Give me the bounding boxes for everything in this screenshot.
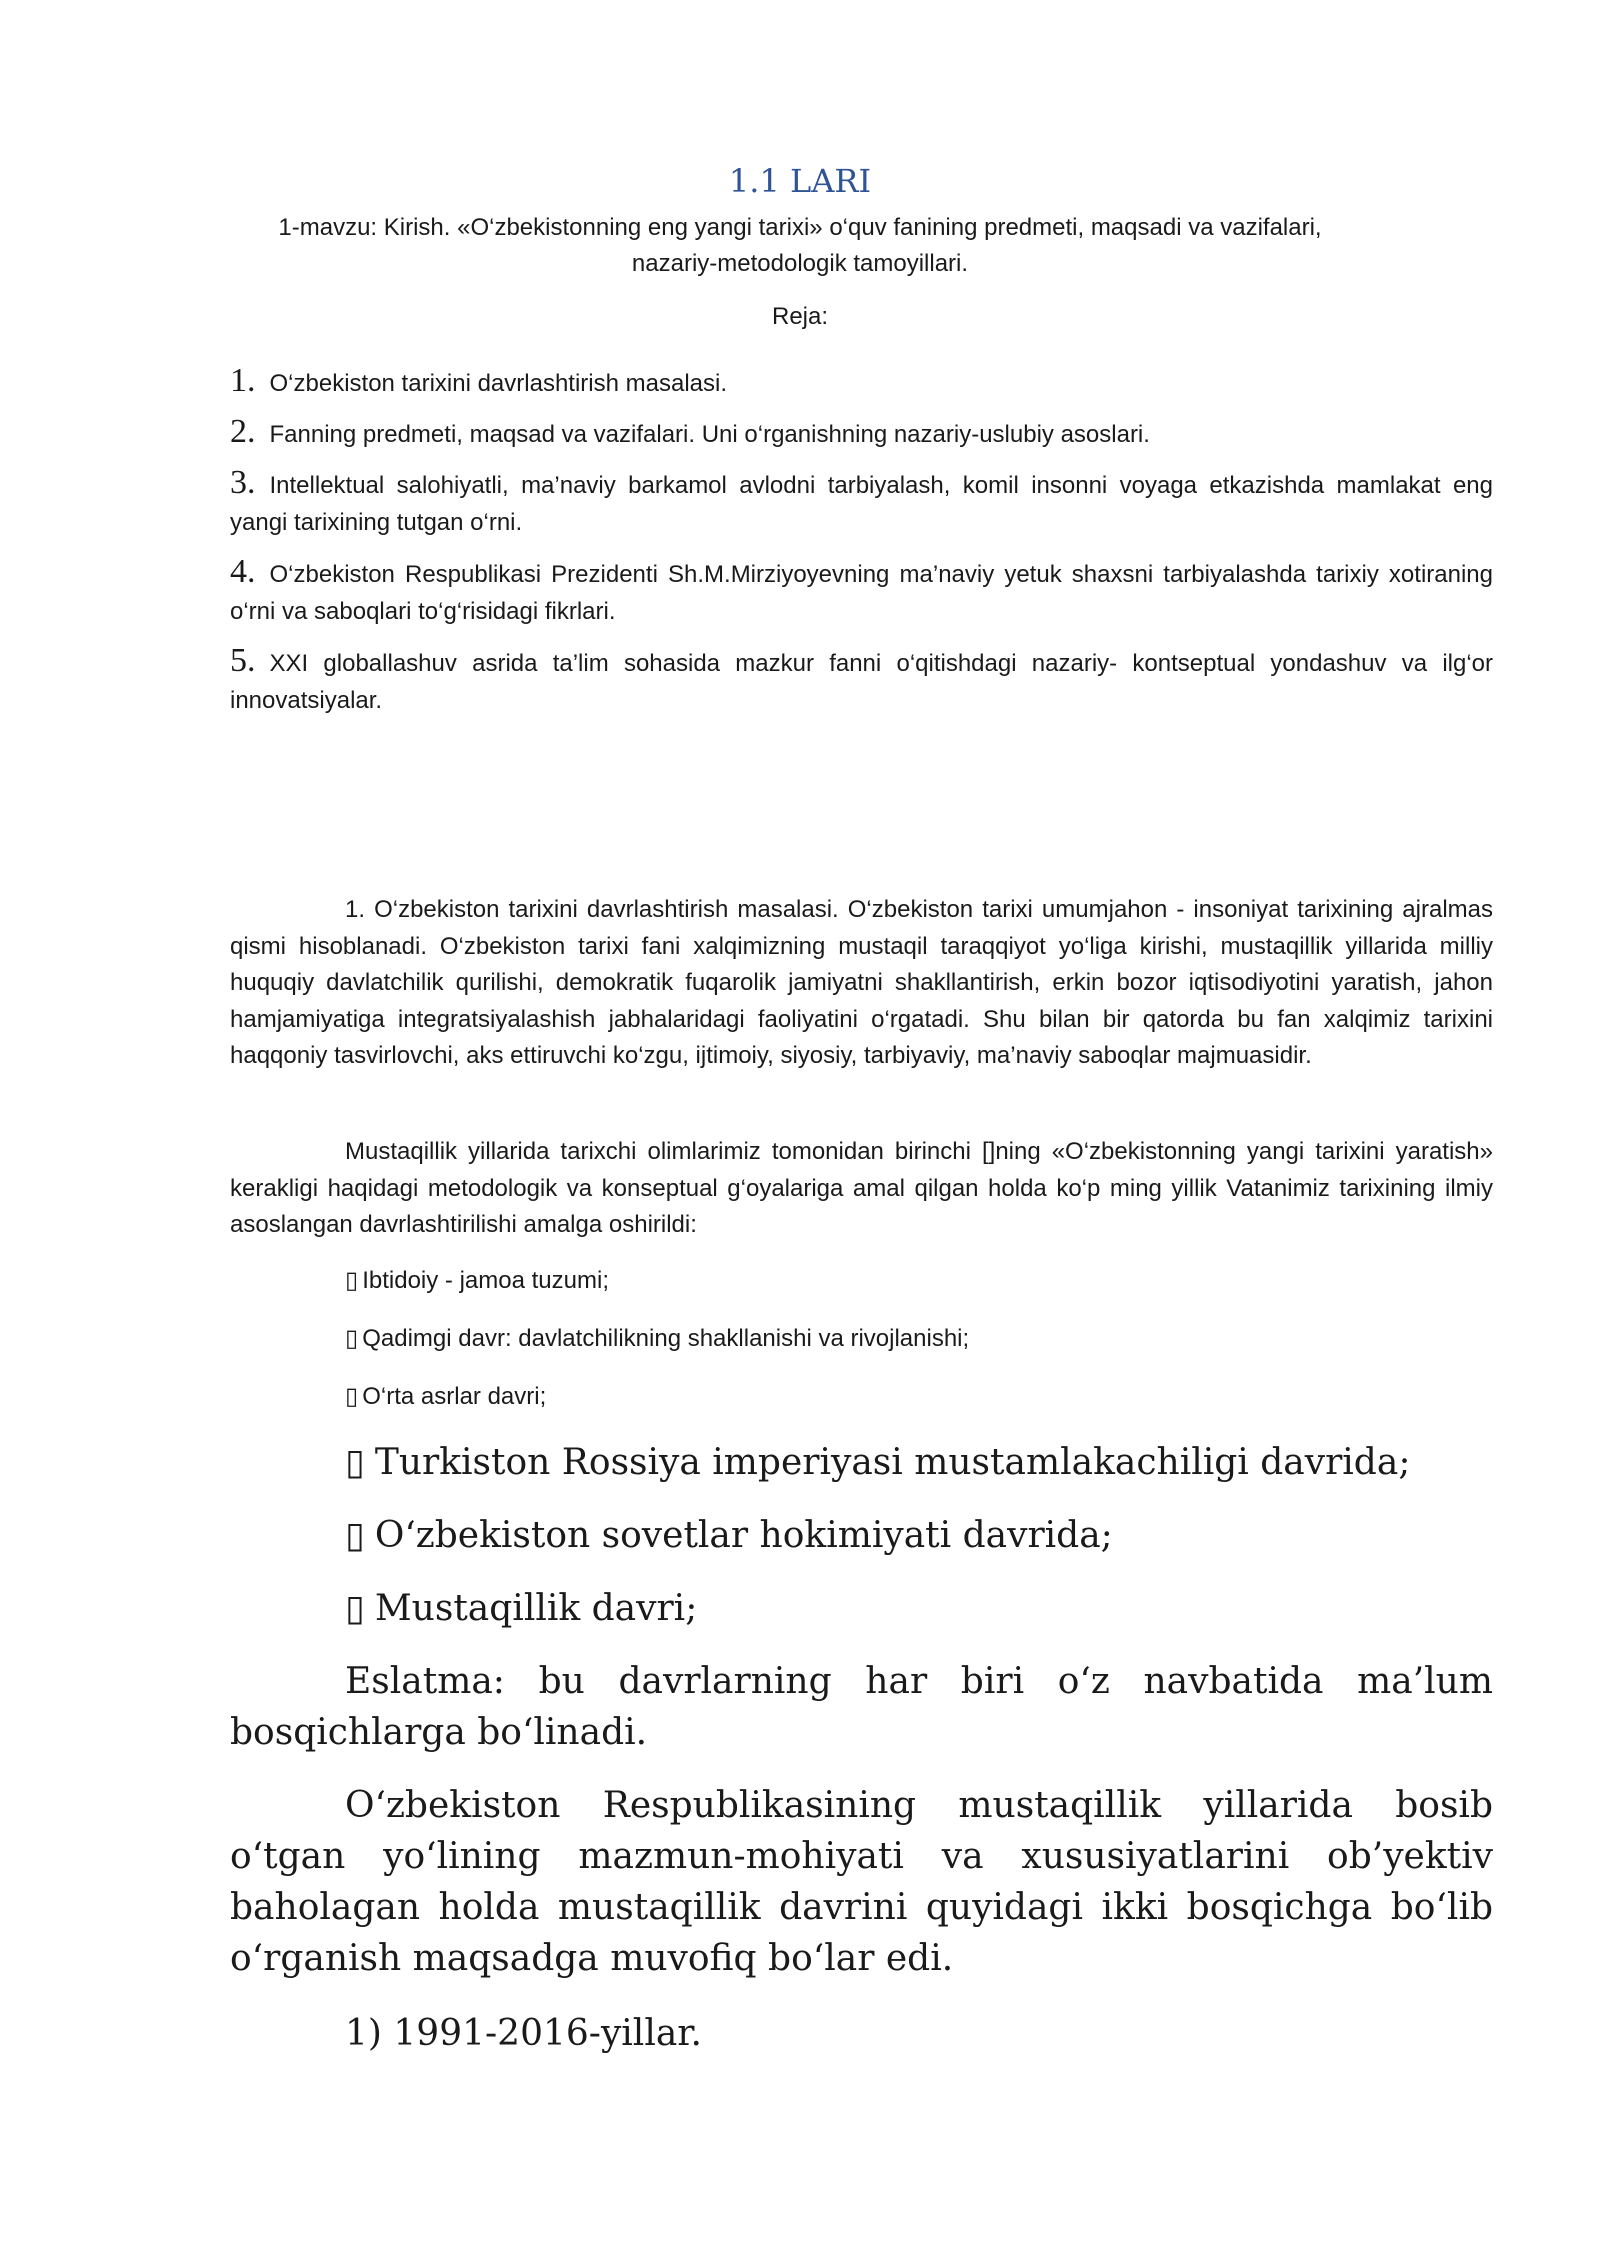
plan-item-number: 4.: [230, 553, 256, 590]
plan-item-number: 2.: [230, 413, 256, 450]
plan-label: Reja:: [771, 303, 829, 330]
bullet-placeholder-icon: ▯: [345, 1325, 359, 1352]
bullet-text: O‘rta asrlar davri;: [362, 1383, 547, 1410]
bullet-text: Turkiston Rossiya imperiyasi mustamlakachiligi davrida;: [374, 1442, 1411, 1483]
bullet-placeholder-icon: ▯: [345, 1588, 365, 1629]
plan-item-3: [230, 464, 1493, 541]
bullet-placeholder-icon: ▯: [345, 1515, 365, 1556]
period-bullet-3: [345, 1379, 1493, 1415]
bullet-placeholder-icon: ▯: [345, 1383, 359, 1410]
bullet-placeholder-icon: ▯: [345, 1442, 365, 1483]
plan-item-2: [230, 413, 1493, 453]
period-bullet-4: [345, 1438, 1493, 1488]
plan-item-1: [230, 362, 1493, 402]
plan-item-number: 1.: [230, 362, 256, 399]
plan-item-5: [230, 642, 1493, 719]
period-bullet-5: [345, 1511, 1493, 1561]
body-paragraph-1: 1. O‘zbekiston tarixini davrlashtirish masalasi. O‘zbekiston tarixi umumjahon - insoniyat tarixining ajralmas qismi hisoblanadi. O‘zbekiston tarixi fani xalqimizning mustaqil taraqqiyot yo‘liga kirishi, mustaqillik yillarida milliy huquqiy davlatchilik qurilishi, demokratik fuqarolik jamiyatni shakllantirish, erkin bozor iqtisodiyotini yaratish, jahon hamjamiyatiga integratsiyalashish jabhalaridagi faoliyatini o‘rgatadi. Shu bilan bir qatorda bu fan xalqimiz tarixini haqqoniy tasvirlovchi, aks ettiruvchi ko‘zgu, ijtimoiy, siyosiy, tarbiyaviy, ma’naviy saboqlar majmuasidir.: [230, 896, 1493, 1069]
bullet-text: Qadimgi davr: davlatchilikning shakllanishi va rivojlanishi;: [362, 1325, 970, 1352]
note-paragraph: Eslatma: bu davrlarning har biri o‘z navbatida ma’lum bosqichlarga bo‘linadi.: [230, 1661, 1493, 1753]
bullet-text: O‘zbekiston sovetlar hokimiyati davrida;: [374, 1515, 1113, 1556]
body-paragraph-2: Mustaqillik yillarida tarixchi olimlarimiz tomonidan birinchi []ning «O‘zbekistonning yangi tarixini yaratish» kerakligi haqidagi metodologik va konseptual g‘oyalariga amal qilgan holda ko‘p ming yillik Vatanimiz tarixining ilmiy asoslangan davrlashtirilishi amalga oshirildi:: [230, 1138, 1493, 1238]
period-bullet-1: [345, 1263, 1493, 1299]
plan-item-text: O‘zbekiston tarixini davrlashtirish masalasi.: [269, 370, 727, 397]
plan-item-number: 5.: [230, 642, 256, 679]
plan-item-text: Fanning predmeti, maqsad va vazifalari. Uni o‘rganishning nazariy-uslubiy asoslari.: [269, 421, 1150, 448]
body-paragraph-3: O‘zbekiston Respublikasining mustaqillik yillarida bosib o‘tgan yo‘lining mazmun-mohiyati va xususiyatlarini ob’yektiv baholagan holda mustaqillik davrini quyidagi ikki bosqichga bo‘lib o‘rganish maqsadga muvofiq bo‘lar edi.: [230, 1785, 1493, 1979]
bullet-placeholder-icon: ▯: [345, 1267, 359, 1294]
page-heading: 1.1 LARI: [728, 162, 872, 200]
bullet-text: Mustaqillik davri;: [374, 1588, 698, 1629]
plan-item-text: O‘zbekiston Respublikasi Prezidenti Sh.M.Mirziyoyevning ma’naviy yetuk shaxsni tarbiyalashda tarixiy xotiraning o‘rni va saboqlari to‘g‘risidagi fikrlari.: [230, 561, 1493, 625]
bullet-text: Ibtidoiy - jamoa tuzumi;: [362, 1267, 609, 1294]
plan-item-4: [230, 553, 1493, 630]
plan-item-number: 3.: [230, 464, 256, 501]
topic-subtitle: 1-mavzu: Kirish. «O‘zbekistonning eng yangi tarixi» o‘quv fanining predmeti, maqsadi va vazifalari, nazariy-metodologik tamoyillari.: [278, 214, 1322, 277]
period-bullet-6: [345, 1584, 1493, 1634]
stage-line-1: 1) 1991-2016-yillar.: [345, 2013, 702, 2054]
period-bullet-2: [345, 1321, 1493, 1357]
plan-item-text: XXI globallashuv asrida ta’lim sohasida mazkur fanni o‘qitishdagi nazariy- kontseptual yondashuv va ilg‘or innovatsiyalar.: [230, 650, 1493, 714]
plan-item-text: Intellektual salohiyatli, ma’naviy barkamol avlodni tarbiyalash, komil insonni voyaga etkazishda mamlakat eng yangi tarixining tutgan o‘rni.: [230, 472, 1493, 536]
